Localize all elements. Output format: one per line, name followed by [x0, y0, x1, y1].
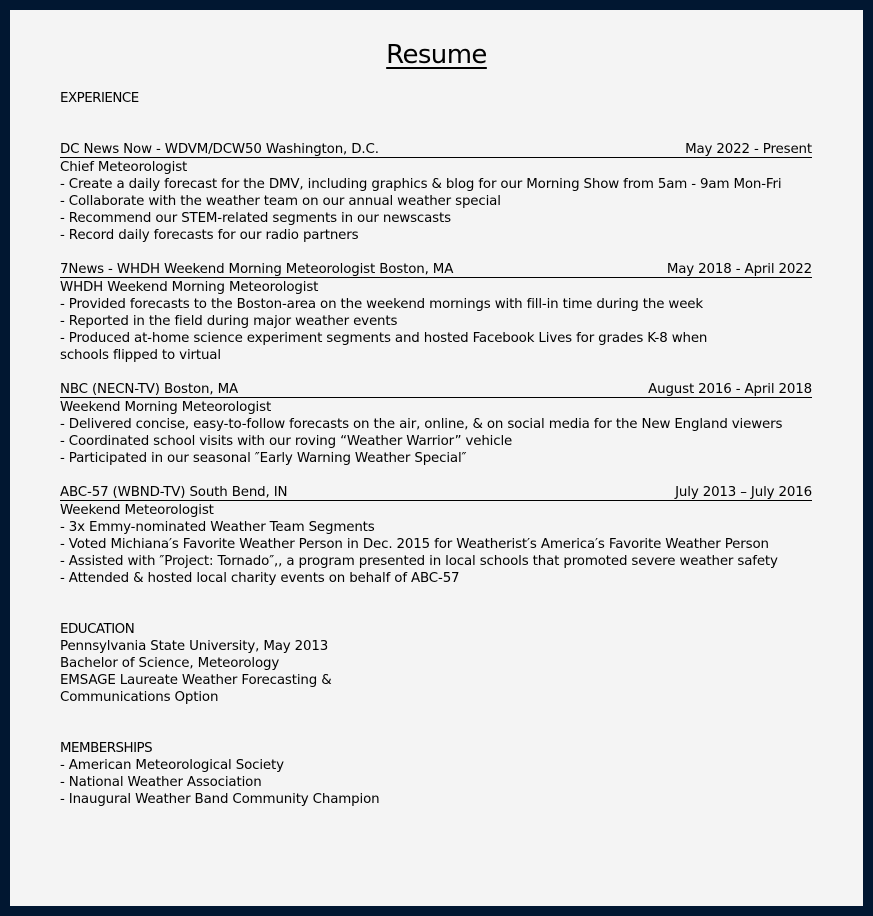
job-bullet: - Reported in the field during major weather events	[60, 314, 398, 329]
job-header	[60, 484, 812, 501]
job-bullet: - Coordinated school visits with our roving “Weather Warrior” vehicle	[60, 434, 513, 449]
job-dates: May 2022 - Present	[685, 142, 812, 157]
job-dates: May 2018 - April 2022	[666, 262, 812, 277]
education-line: Communications Option	[60, 690, 219, 705]
job-header	[60, 141, 812, 158]
job-bullet: - Assisted with ″Project: Tornado″,, a program presented in local schools that promoted severe weather safety	[60, 554, 778, 569]
job-header	[60, 381, 812, 398]
job-bullet: - Provided forecasts to the Boston-area on the weekend mornings with fill-in time during the week	[60, 297, 703, 312]
membership-item: - Inaugural Weather Band Community Champion	[60, 792, 380, 807]
membership-item: - National Weather Association	[60, 775, 262, 790]
job-entry	[60, 261, 812, 364]
job-header	[60, 261, 812, 278]
job-entry	[60, 484, 812, 587]
education-heading: EDUCATION	[60, 622, 135, 637]
job-employer: 7News - WHDH Weekend Morning Meteorologist Boston, MA	[60, 262, 454, 277]
job-bullet-continuation: schools flipped to virtual	[60, 348, 221, 363]
job-bullet: - Attended & hosted local charity events on behalf of ABC-57	[60, 571, 460, 586]
job-bullet: - Voted Michiana′s Favorite Weather Person in Dec. 2015 for Weatherist′s America′s Favorite Weather Person	[60, 537, 769, 552]
job-entry	[60, 141, 812, 244]
education-line: Pennsylvania State University, May 2013	[60, 639, 329, 654]
job-bullet: - Produced at-home science experiment segments and hosted Facebook Lives for grades K-8 when	[60, 331, 708, 346]
membership-item: - American Meteorological Society	[60, 758, 284, 773]
job-dates: July 2013 – July 2016	[675, 485, 812, 500]
job-bullet: - Collaborate with the weather team on our annual weather special	[60, 194, 501, 209]
job-dates: August 2016 - April 2018	[648, 382, 812, 397]
job-bullet: - Create a daily forecast for the DMV, including graphics & blog for our Morning Show from 5am - 9am Mon-Fri	[60, 177, 782, 192]
resume-page	[10, 10, 863, 906]
job-role: Weekend Meteorologist	[60, 503, 214, 518]
experience-heading: EXPERIENCE	[60, 91, 139, 106]
job-employer: DC News Now - WDVM/DCW50 Washington, D.C.	[60, 142, 379, 157]
job-role: WHDH Weekend Morning Meteorologist	[60, 280, 319, 295]
education-line: EMSAGE Laureate Weather Forecasting &	[60, 673, 332, 688]
job-bullet: - Record daily forecasts for our radio partners	[60, 228, 359, 243]
resume-content	[60, 90, 812, 808]
job-employer: ABC-57 (WBND-TV) South Bend, IN	[60, 485, 288, 500]
job-bullet: - 3x Emmy-nominated Weather Team Segments	[60, 520, 375, 535]
memberships-heading: MEMBERSHIPS	[60, 741, 153, 756]
job-entry	[60, 381, 812, 467]
page-title	[10, 38, 863, 72]
job-bullet: - Participated in our seasonal ″Early Warning Weather Special″	[60, 451, 467, 466]
job-role: Weekend Morning Meteorologist	[60, 400, 272, 415]
job-role: Chief Meteorologist	[60, 160, 188, 175]
job-employer: NBC (NECN-TV) Boston, MA	[60, 382, 238, 397]
job-bullet: - Delivered concise, easy-to-follow forecasts on the air, online, & on social media for the New England viewers	[60, 417, 783, 432]
job-bullet: - Recommend our STEM-related segments in our newscasts	[60, 211, 451, 226]
page-title-text: Resume	[386, 40, 487, 70]
education-line: Bachelor of Science, Meteorology	[60, 656, 280, 671]
